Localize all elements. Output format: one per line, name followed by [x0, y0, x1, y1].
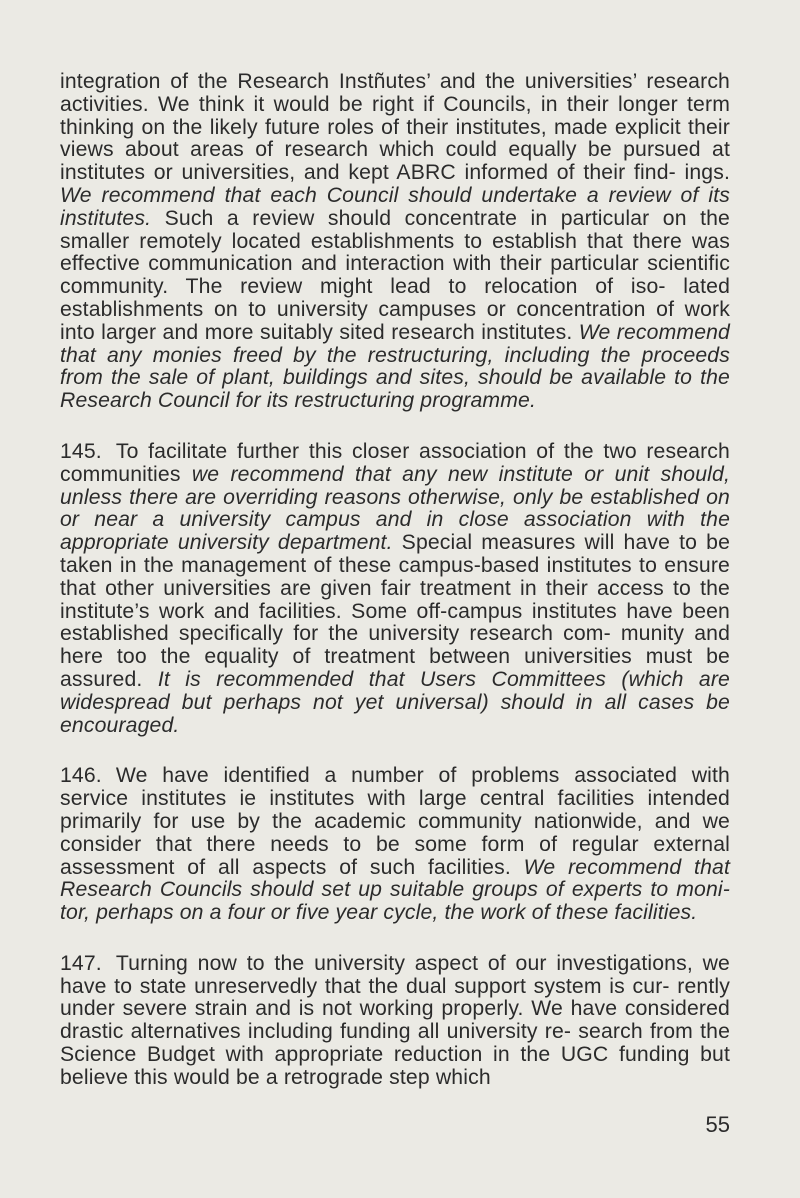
recommendation-text: We recommend that each Council should undertake a review of its institutes.	[60, 183, 730, 230]
paragraph-text: integration of the Research Instñutes’ and the universities’ research activities. We think it would be right if Councils, in their longer term thinking on the likely future roles of their institutes, made explicit their views about areas of research which could equally be pursued at institutes or universities, and kept ABRC informed of their find- ings.	[60, 70, 730, 185]
paragraph-146	[60, 765, 730, 925]
paragraph-number: 145.	[60, 439, 102, 463]
paragraph-continuation	[60, 71, 730, 413]
page-number: 55	[705, 1112, 730, 1137]
recommendation-text: We recommend that Research Councils should set up suitable groups of experts to moni- tor, perhaps on a four or five year cycle, the work of these facilities.	[60, 855, 730, 925]
paragraph-145	[60, 441, 730, 737]
paragraph-147	[60, 953, 730, 1090]
paragraph-number: 147.	[60, 951, 102, 975]
paragraph-text: Special measures will have to be taken in the management of these campus-based institutes to ensure that other universities are given fair treatment in their access to the institute’s work and facilities. Some off-campus institutes have been established specifically for the university research com- munity and here too the equality of treatment between universities must be assured.	[60, 531, 731, 691]
recommendation-text: It is recommended that Users Committees (which are widespread but perhaps not yet universal) should in all cases be encouraged.	[60, 667, 730, 737]
recommendation-text: we recommend that any new institute or unit should, unless there are overriding reasons otherwise, only be established on or near a university campus and in close association with the appropriate university department.	[60, 462, 730, 555]
recommendation-text: We recommend that any monies freed by the restructuring, including the proceeds from the sale of plant, buildings and sites, should be available to the Research Council for its restructuring programme.	[60, 320, 730, 413]
paragraph-text: Turning now to the university aspect of our investigations, we have to state unreservedly that the dual support system is cur- rently under severe strain and is not working properly. We have considered drastic alternatives including funding all university re- search from the Science Budget with appropriate reduction in the UGC funding but believe this would be a retrograde step which	[60, 951, 730, 1089]
paragraph-text: We have identified a number of problems associated with service institutes ie institutes with large central facilities intended primarily for use by the academic community nationwide, and we consider that there needs to be some form of regular external assessment of all aspects of such facilities.	[60, 764, 730, 879]
paragraph-text: Such a review should concentrate in particular on the smaller remotely located establishments to establish that there was effective communication and interaction with their particular scientific community. The review might lead to relocation of iso- lated establishments on to university campuses or concentration of work into larger and more suitably sited research institutes.	[60, 206, 730, 344]
paragraph-number: 146.	[60, 764, 102, 788]
paragraph-text: To facilitate further this closer association of the two research communities	[60, 439, 730, 486]
